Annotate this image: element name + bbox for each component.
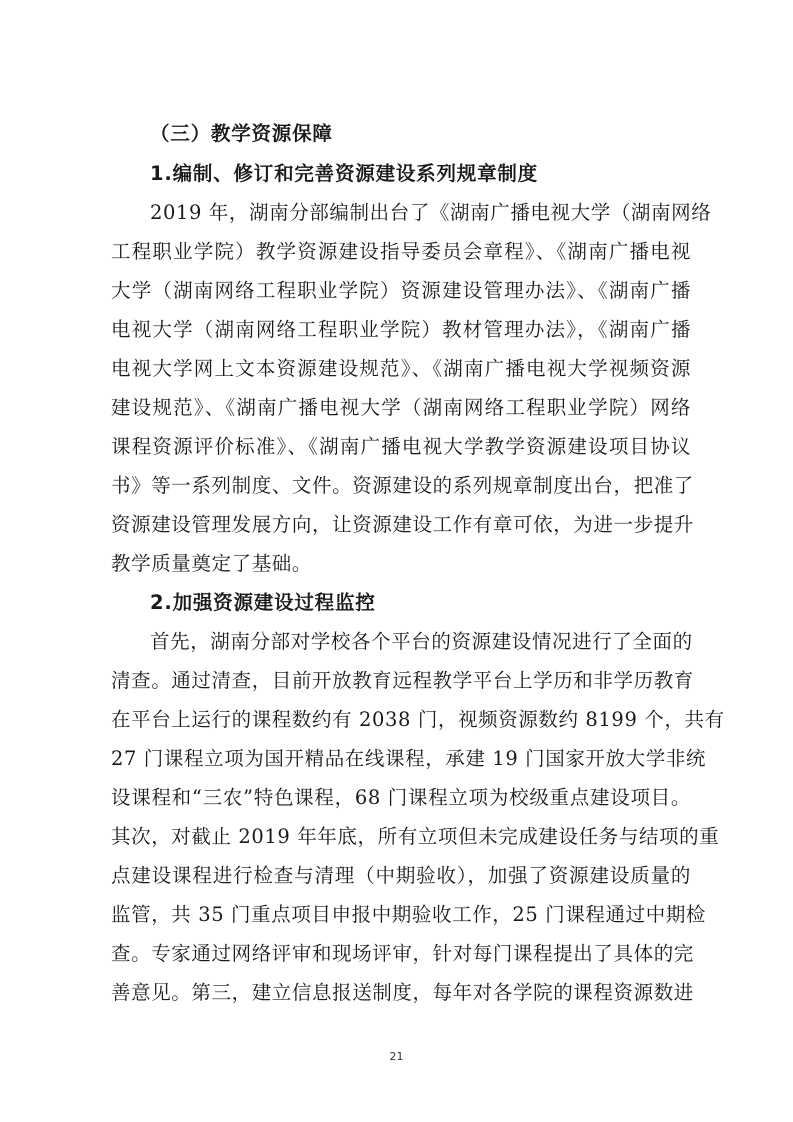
paragraph-line: 在平台上运行的课程数约有 2038 门，视频资源数约 8199 个，共有 [111, 708, 725, 731]
paragraph-line: 其次，对截止 2019 年年底，所有立项但未完成建设任务与结项的重 [111, 825, 720, 848]
paragraph-line: 资源建设管理发展方向，让资源建设工作有章可依，为进一步提升 [111, 513, 694, 536]
subsection-title: 1.编制、修订和完善资源建设系列规章制度 [150, 162, 538, 185]
paragraph-line: 教学质量奠定了基础。 [111, 552, 313, 575]
paragraph-line: 设课程和“三农”特色课程，68 门课程立项为校级重点建设项目。 [111, 786, 691, 809]
paragraph-line: 清查。通过清查，目前开放教育远程教学平台上学历和非学历教育 [111, 669, 694, 692]
paragraph-line: 查。专家通过网络评审和现场评审，针对每门课程提出了具体的完 [111, 942, 694, 965]
paragraph-line: 首先，湖南分部对学校各个平台的资源建设情况进行了全面的 [150, 630, 693, 653]
page-number: 21 [389, 1050, 404, 1063]
paragraph-line: 工程职业学院）教学资源建设指导委员会章程》、《湖南广播电视 [111, 240, 691, 263]
paragraph-line: 电视大学（湖南网络工程职业学院）教材管理办法》，《湖南广播 [111, 318, 691, 341]
paragraph-line: 书》等一系列制度、文件。资源建设的系列规章制度出台，把准了 [111, 474, 694, 497]
paragraph-line: 建设规范》、《湖南广播电视大学（湖南网络工程职业学院）网络 [111, 396, 691, 419]
paragraph-line: 课程资源评价标准》、《湖南广播电视大学教学资源建设项目协议 [111, 435, 691, 458]
paragraph-line: 大学（湖南网络工程职业学院）资源建设管理办法》、《湖南广播 [111, 279, 691, 302]
paragraph-line: 2019 年，湖南分部编制出台了《湖南广播电视大学（湖南网络 [150, 201, 712, 224]
subsection-title: 2.加强资源建设过程监控 [150, 591, 376, 614]
paragraph-line: 善意见。第三，建立信息报送制度，每年对各学院的课程资源数进 [111, 981, 694, 1004]
paragraph-line: 电视大学网上文本资源建设规范》、《湖南广播电视大学视频资源 [111, 357, 691, 380]
section-heading: （三）教学资源保障 [150, 122, 333, 145]
paragraph-line: 监管，共 35 门重点项目申报中期验收工作，25 门课程通过中期检 [111, 903, 707, 926]
paragraph-line: 点建设课程进行检查与清理（中期验收），加强了资源建设质量的 [111, 864, 691, 887]
paragraph-line: 27 门课程立项为国开精品在线课程，承建 19 门国家开放大学非统 [111, 747, 707, 770]
